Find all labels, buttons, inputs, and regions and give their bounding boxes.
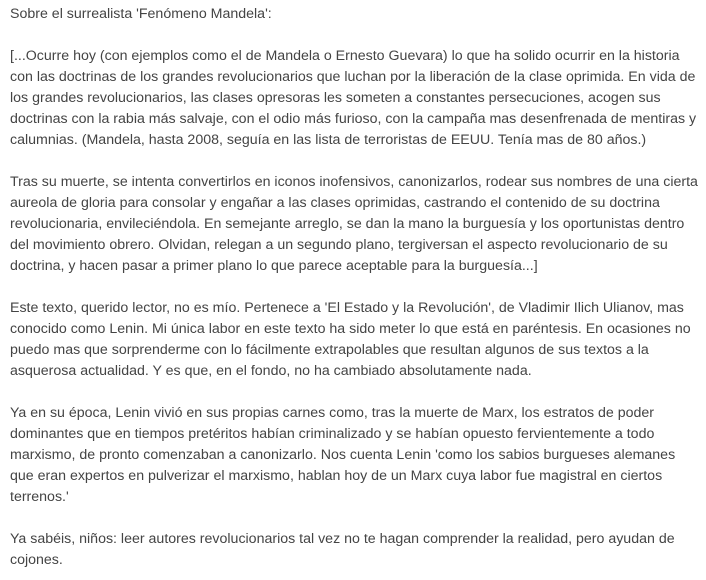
paragraph-closing: Ya sabéis, niños: leer autores revolucionarios tal vez no te hagan comprender la realidad, pero ayudan de cojones. <box>10 531 675 568</box>
quote-paragraph-2: Tras su muerte, se intenta convertirlos en iconos inofensivos, canonizarlos, rodear sus nombres de una cierta aureola de gloria para consolar y engañar a las clases oprimidas, castrando el contenido de su doctrina revolucionaria, envileciéndola. En semejante arreglo, se dan la mano la burguesía y los oportunistas dentro del movimiento obrero. Olvidan, relegan a un segundo plano, tergiversan el aspecto revolucionario de su doctrina, y hacen pasar a primer plano lo que parece aceptable para la burguesía...] <box>10 174 698 274</box>
paragraph-lenin-marx: Ya en su época, Lenin vivió en sus propias carnes como, tras la muerte de Marx, los estratos de poder dominantes que en tiempos pretéritos habían criminalizado y se habían opuesto fervientemente a todo marxismo, de pronto comenzaban a canonizarlo. Nos cuenta Lenin 'como los sabios burgueses alemanes que eran expertos en pulverizar el marxismo, hablan hoy de un Marx cuya labor fue magistral en ciertos terrenos.' <box>10 405 676 505</box>
post-intro: Sobre el surrealista 'Fenómeno Mandela': <box>10 6 272 22</box>
paragraph-source: Este texto, querido lector, no es mío. Pertenece a 'El Estado y la Revolución', de Vladimir Ilich Ulianov, mas conocido como Lenin. Mi única labor en este texto ha sido meter lo que está en paréntesis. En ocasiones no puedo mas que sorprenderme con lo fácilmente extrapolables que resultan algunos de sus textos a la asquerosa actualidad. Y es que, en el fondo, no ha cambiado absolutamente nada. <box>10 300 691 379</box>
quote-paragraph-1: [...Ocurre hoy (con ejemplos como el de Mandela o Ernesto Guevara) lo que ha solido ocurrir en la historia con las doctrinas de los grandes revolucionarios que luchan por la liberación de la clase oprimida. En vida de los grandes revolucionarios, las clases opresoras les someten a constantes persecuciones, acogen sus doctrinas con la rabia más salvaje, con el odio más furioso, con la campaña mas desenfrenada de mentiras y calumnias. (Mandela, hasta 2008, seguía en las lista de terroristas de EEUU. Tenía mas de 80 años.) <box>10 48 697 148</box>
